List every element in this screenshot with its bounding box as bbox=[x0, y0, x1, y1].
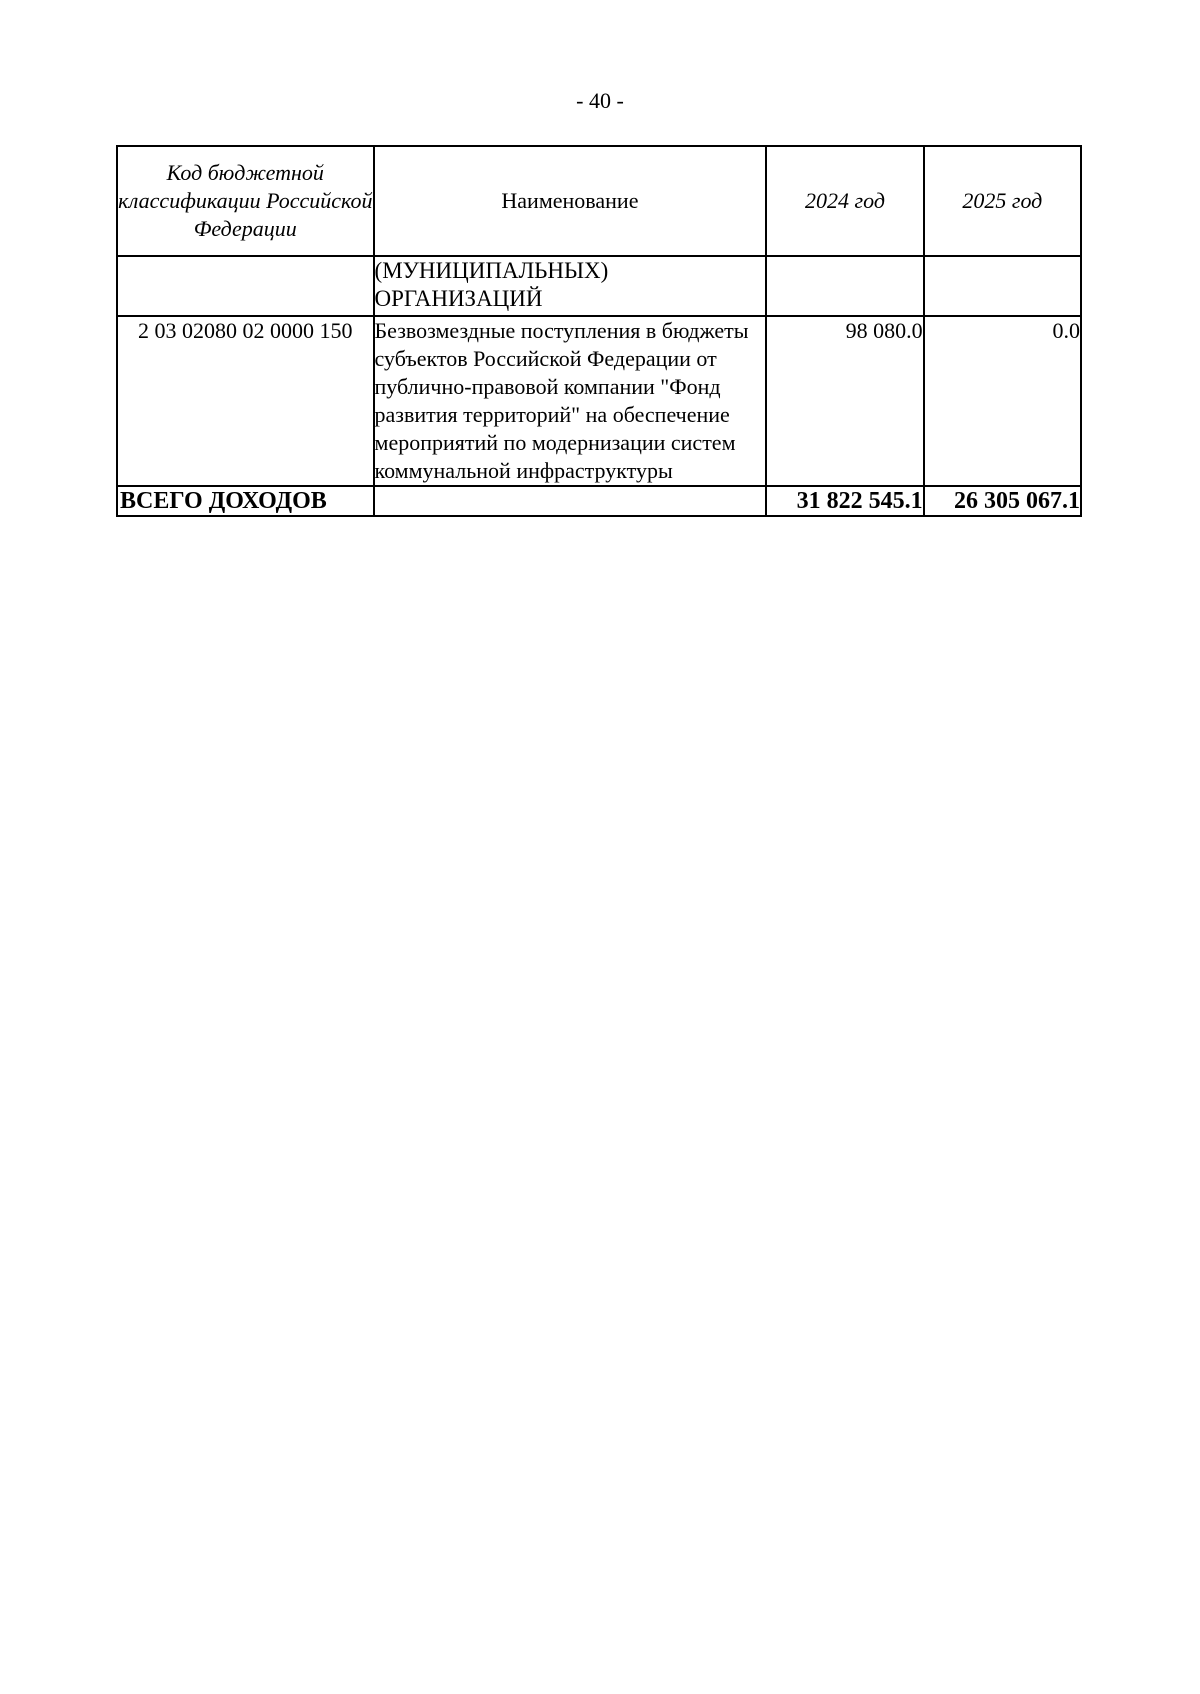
cell-code: 2 03 02080 02 0000 150 bbox=[117, 316, 374, 486]
cell-name: (МУНИЦИПАЛЬНЫХ) ОРГАНИЗАЦИЙ bbox=[374, 256, 767, 316]
total-name bbox=[374, 486, 767, 516]
table-header-row bbox=[117, 146, 1081, 256]
table-row bbox=[117, 316, 1081, 486]
table-row-continued bbox=[117, 256, 1081, 316]
revenue-table bbox=[116, 145, 1082, 517]
header-year-2024: 2024 год bbox=[766, 146, 923, 256]
total-year-2024: 31 822 545.1 bbox=[766, 486, 923, 516]
total-label: ВСЕГО ДОХОДОВ bbox=[117, 486, 374, 516]
cell-name: Безвозмездные поступления в бюджеты субъектов Российской Федерации от публично-правовой компании "Фонд развития территорий" на обеспечение мероприятий по модернизации систем коммунальной инфраструктуры bbox=[374, 316, 767, 486]
header-name: Наименование bbox=[374, 146, 767, 256]
cell-code bbox=[117, 256, 374, 316]
total-year-2025: 26 305 067.1 bbox=[924, 486, 1081, 516]
cell-year-2024 bbox=[766, 256, 923, 316]
table-row-total bbox=[117, 486, 1081, 516]
header-code: Код бюджетной классификации Российской Федерации bbox=[117, 146, 374, 256]
cell-year-2025 bbox=[924, 256, 1081, 316]
cell-year-2024: 98 080.0 bbox=[766, 316, 923, 486]
cell-year-2025: 0.0 bbox=[924, 316, 1081, 486]
page-number: - 40 - bbox=[576, 88, 624, 113]
header-year-2025: 2025 год bbox=[924, 146, 1081, 256]
